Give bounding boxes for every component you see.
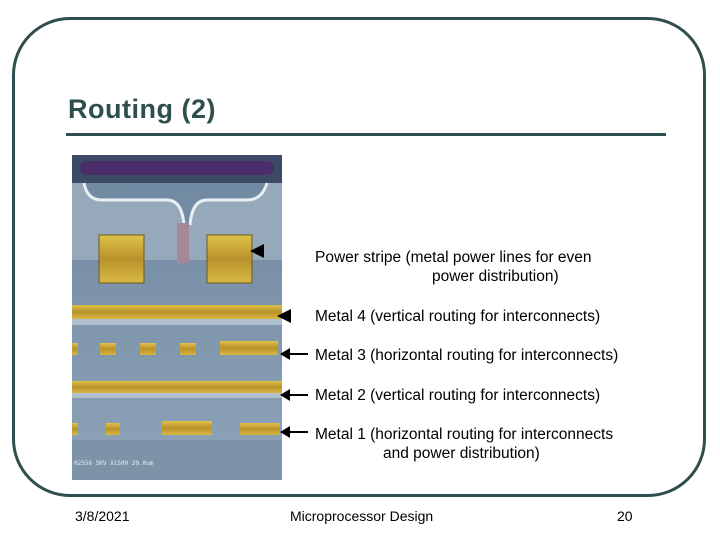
footer-page-number: 20 bbox=[617, 508, 633, 524]
label-power-stripe-line2: power distribution) bbox=[432, 268, 559, 285]
arrow-left-icon bbox=[280, 347, 308, 361]
label-metal2: Metal 2 (vertical routing for interconnects) bbox=[315, 387, 601, 404]
slide-title: Routing (2) bbox=[68, 94, 216, 124]
arrow-left-icon bbox=[280, 425, 308, 439]
arrow-left-icon bbox=[280, 388, 308, 402]
chip-cross-section-micrograph bbox=[72, 155, 282, 480]
label-metal4: Metal 4 (vertical routing for interconnects) bbox=[315, 308, 601, 325]
micrograph-caption: 02556 5KV X1500 20.0um bbox=[74, 460, 154, 467]
label-power-stripe-line1: Power stripe (metal power lines for even bbox=[315, 249, 592, 266]
label-metal3: Metal 3 (horizontal routing for interconnects) bbox=[315, 347, 619, 364]
footer-course: Microprocessor Design bbox=[290, 508, 434, 524]
label-metal1-line1: Metal 1 (horizontal routing for interconnects bbox=[315, 426, 614, 443]
arrow-left-icon bbox=[250, 244, 264, 258]
arrow-left-icon bbox=[277, 309, 291, 323]
title-underline bbox=[66, 133, 666, 136]
footer-date: 3/8/2021 bbox=[75, 508, 130, 524]
label-metal1-line2: and power distribution) bbox=[383, 445, 540, 462]
